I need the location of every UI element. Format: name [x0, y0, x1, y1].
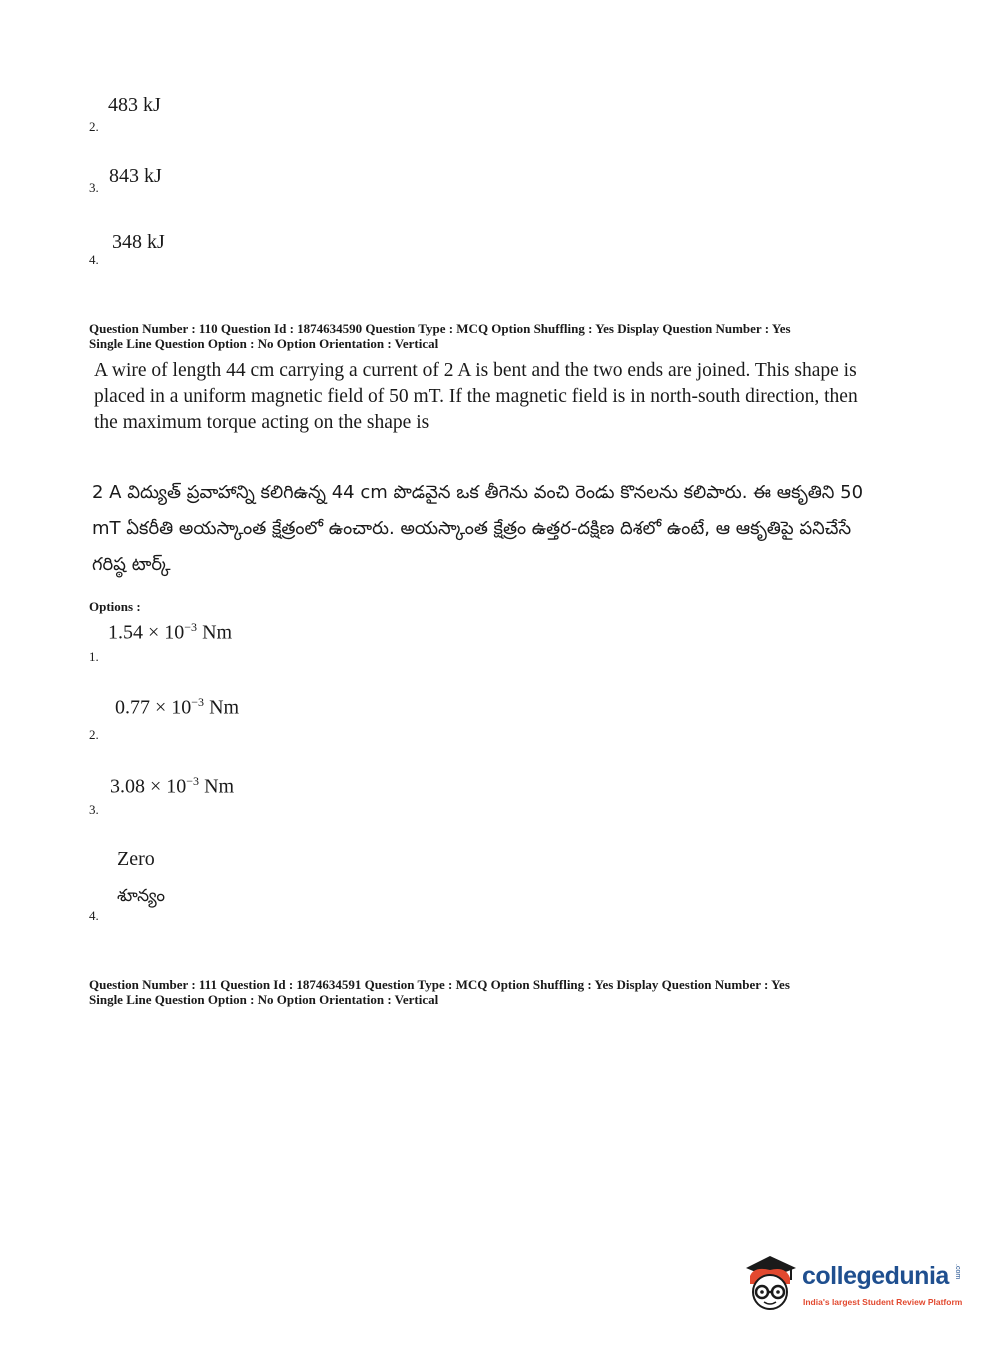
q110-meta-line1: Question Number : 110 Question Id : 1874634590 Question Type : MCQ Option Shuffling : Yes Display Question Number : Yes — [89, 321, 791, 336]
prev-option-2-number: 2. — [89, 119, 99, 134]
q110-option-3-value — [110, 774, 234, 799]
q110-option-4-value-en: Zero — [117, 848, 155, 870]
q110-meta-line2: Single Line Question Option : No Option Orientation : Vertical — [89, 336, 439, 351]
prev-option-3-value: 843 kJ — [109, 165, 162, 187]
mascot-icon — [740, 1252, 798, 1314]
q111-meta — [89, 977, 949, 1007]
q110-option-1-mantissa: 1.54 × 10 — [108, 621, 185, 644]
collegedunia-logo — [740, 1250, 970, 1320]
q110-option-2-exponent: −3 — [191, 695, 205, 709]
prev-option-3-number: 3. — [89, 180, 99, 195]
q110-option-4-number: 4. — [89, 908, 99, 923]
q110-option-3-unit: Nm — [199, 775, 235, 798]
q111-meta-line2: Single Line Question Option : No Option Orientation : Vertical — [89, 992, 439, 1007]
q110-option-4-value-te: శూన్యం — [117, 886, 165, 906]
q110-option-2-mantissa: 0.77 × 10 — [115, 696, 192, 719]
q110-option-1-number: 1. — [89, 649, 99, 664]
prev-option-4-value: 348 kJ — [112, 231, 165, 253]
q110-option-1-unit: Nm — [197, 621, 233, 644]
brand-tagline: India's largest Student Review Platform — [803, 1297, 963, 1307]
prev-option-2-value: 483 kJ — [108, 94, 161, 116]
q110-option-1-exponent: −3 — [184, 620, 198, 634]
q110-option-3-exponent: −3 — [186, 774, 200, 788]
q110-option-2-number: 2. — [89, 727, 99, 742]
q110-option-2-unit: Nm — [204, 696, 240, 719]
prev-option-4-number: 4. — [89, 252, 99, 267]
q110-option-1-value — [108, 620, 232, 645]
q110-option-3-number: 3. — [89, 802, 99, 817]
q110-option-3-mantissa: 3.08 × 10 — [110, 775, 187, 798]
q110-meta — [89, 321, 949, 351]
brand-name: collegedunia — [802, 1262, 949, 1290]
q110-options-label: Options : — [89, 599, 141, 614]
brand-suffix: .com — [954, 1264, 961, 1280]
q110-question-text-te: 2 A విద్యుత్ ప్రవాహాన్ని కలిగిఉన్న 44 cm పొడవైన ఒక తీగెను వంచి రెండు కొనలను కలిపారు. ఈ ఆకృతిని 50 mT ఏకరీతి అయస్కాంత క్షేత్రంలో ఉంచారు. అయస్కాంత క్షేత్రం ఉత్తర-దక్షిణ దిశలో ఉంటే, ఆ ఆకృతిపై పనిచేసే గరిష్ఠ టార్క్ — [92, 482, 864, 575]
q110-option-2-value — [115, 695, 239, 720]
q110-question-text-en: A wire of length 44 cm carrying a current of 2 A is bent and the two ends are joined. This shape is placed in a uniform magnetic field of 50 mT. If the magnetic field is in north-south direction, then the maximum torque acting on the shape is — [94, 360, 858, 433]
q111-meta-line1: Question Number : 111 Question Id : 1874634591 Question Type : MCQ Option Shuffling : Yes Display Question Number : Yes — [89, 977, 790, 992]
